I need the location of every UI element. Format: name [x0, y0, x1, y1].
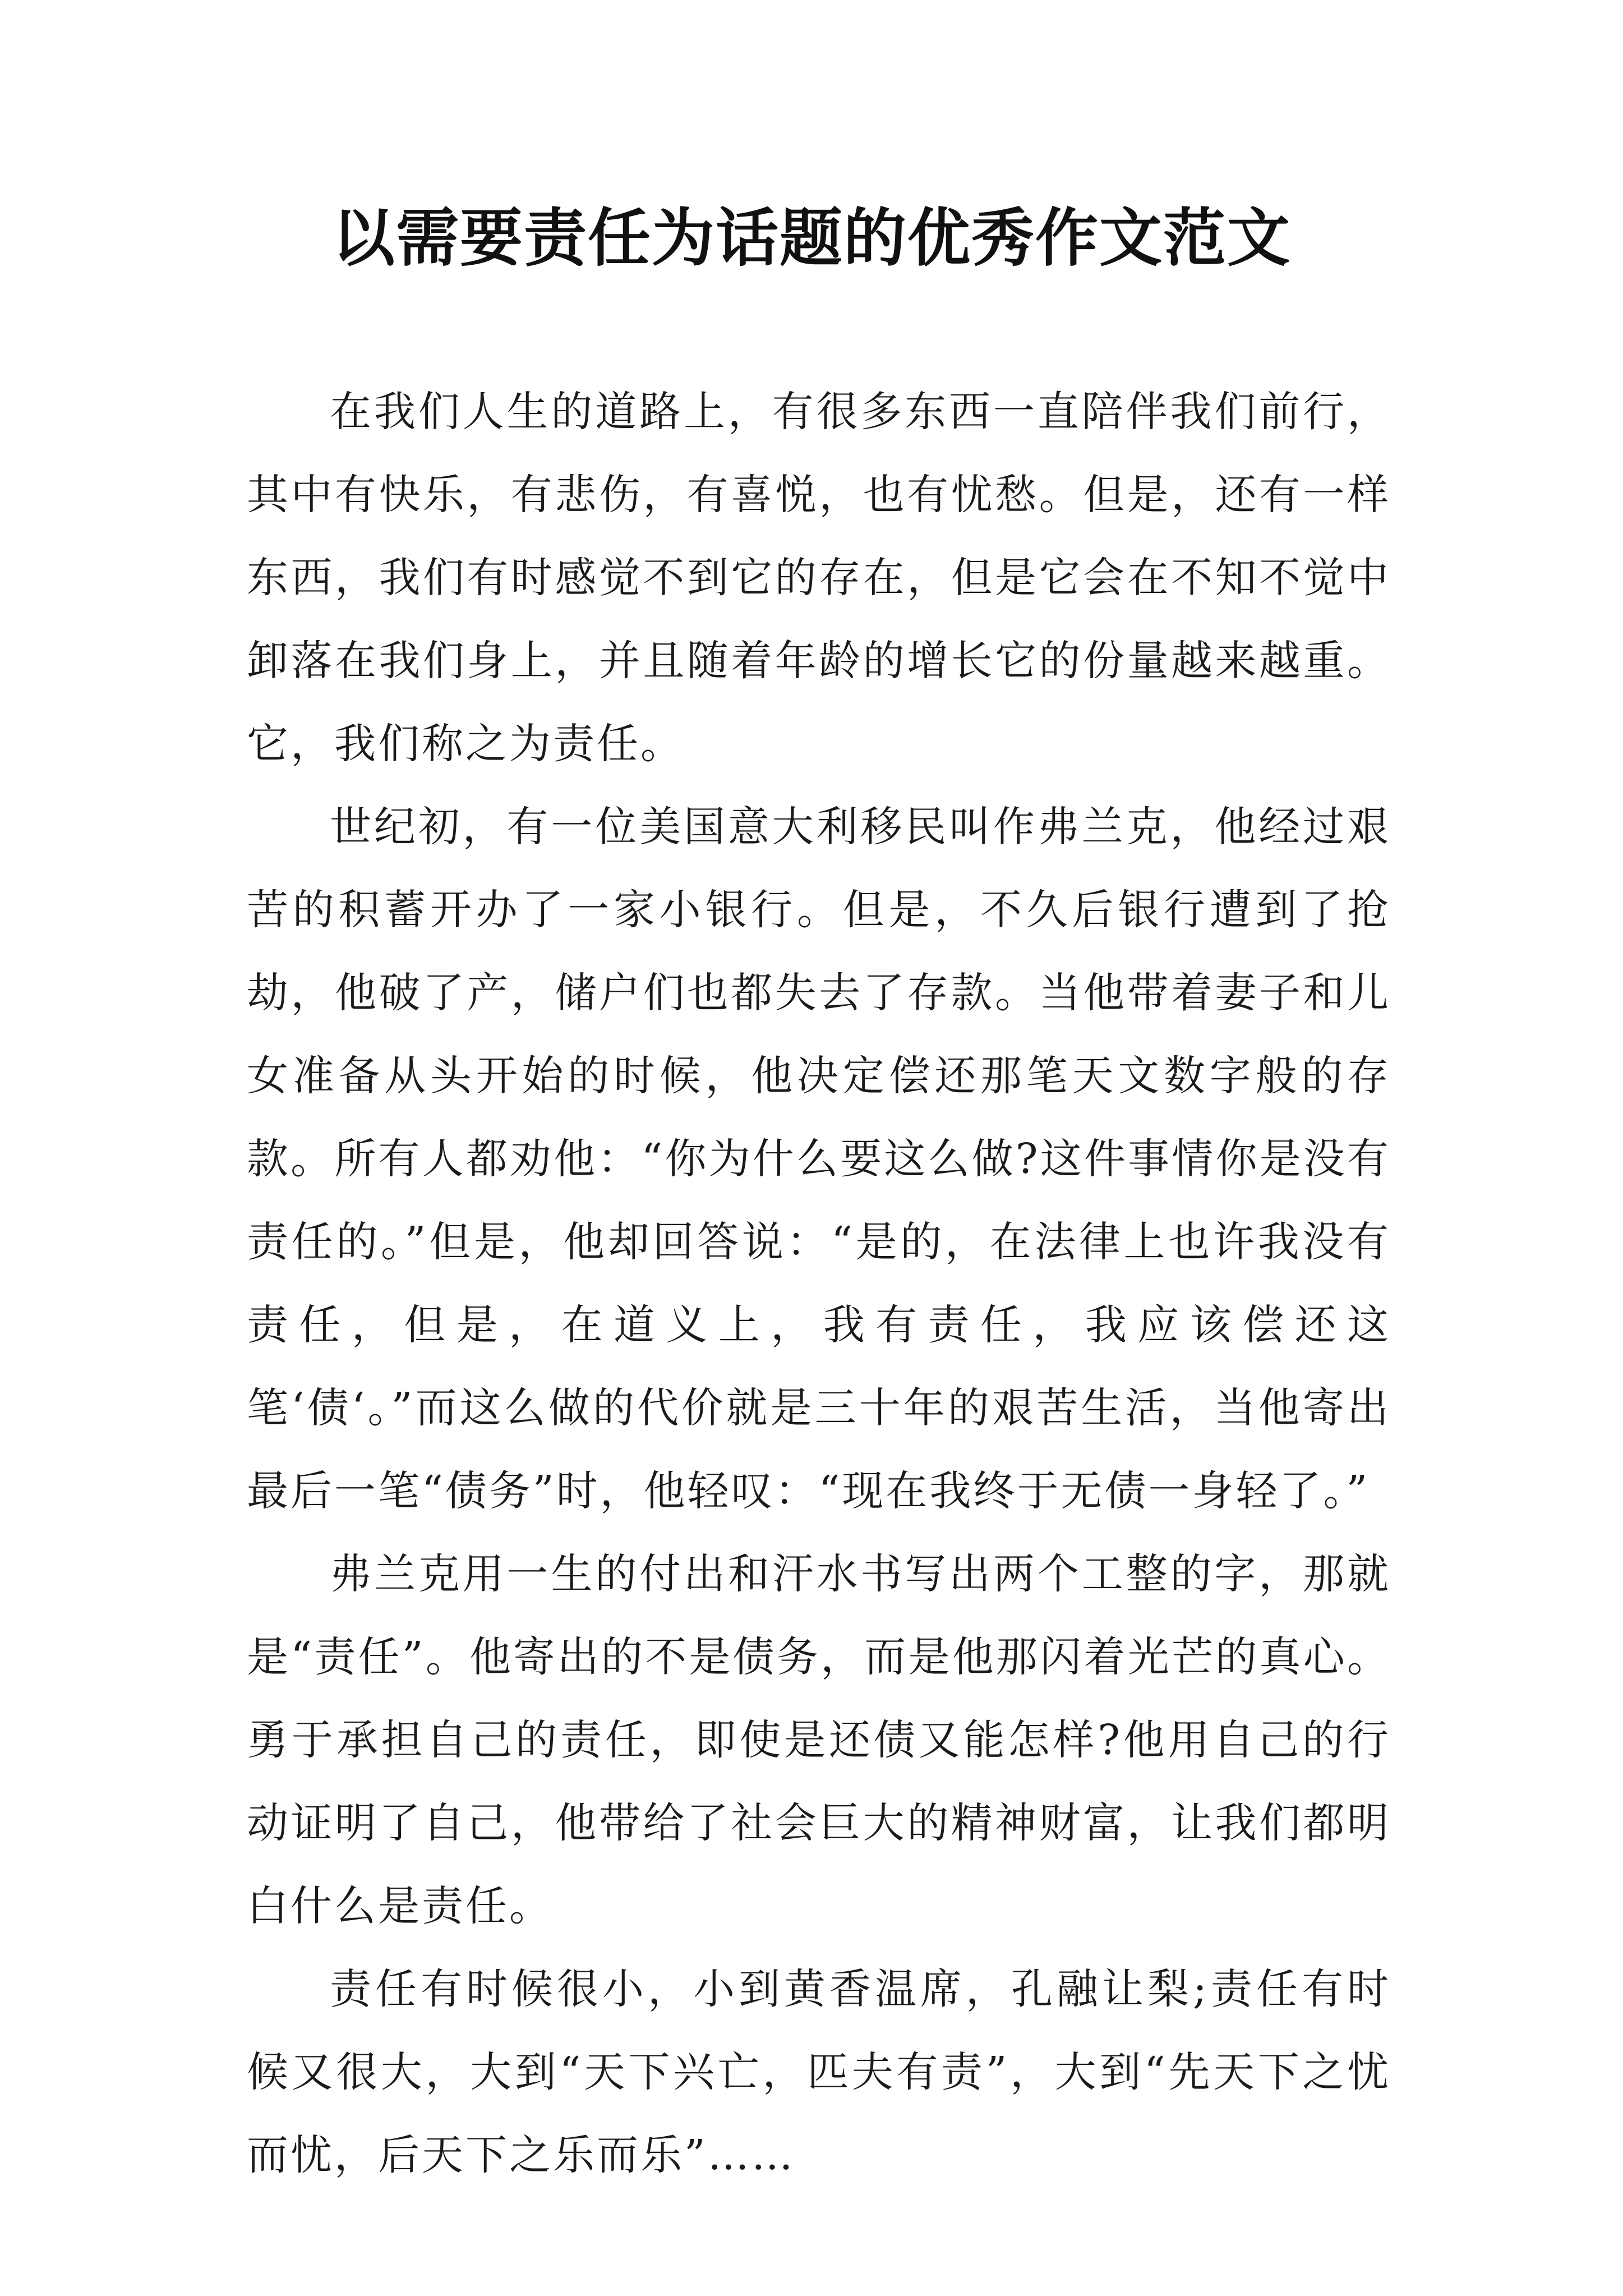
paragraph-2: 世纪初，有一位美国意大利移民叫作弗兰克，他经过艰苦的积蓄开办了一家小银行。但是，不久后银行遭到了抢劫，他破了产，储户们也都失去了存款。当他带着妻子和儿女准备从头开始的时候，他决定偿还那笔天文数字般的存款。所有人都劝他：“你为什么要这么做?这件事情你是没有责任的。”但是，他却回答说：“是的，在法律上也许我没有责任，但是，在道义上，我有责任，我应该偿还这笔‘债‘。”而这么做的代价就是三十年的艰苦生活，当他寄出最后一笔“债务”时，他轻叹：“现在我终于无债一身轻了。”	[247, 803, 1391, 1515]
paragraph-1: 在我们人生的道路上，有很多东西一直陪伴我们前行，其中有快乐，有悲伤，有喜悦，也有忧愁。但是，还有一样东西，我们有时感觉不到它的存在，但是它会在不知不觉中卸落在我们身上，并且随着年龄的增长它的份量越来越重。它，我们称之为责任。	[247, 388, 1391, 768]
paragraph-3: 弗兰克用一生的付出和汗水书写出两个工整的字，那就是“责任”。他寄出的不是债务，而是他那闪着光芒的真心。勇于承担自己的责任，即使是还债又能怎样?他用自己的行动证明了自己，他带给了社会巨大的精神财富，让我们都明白什么是责任。	[247, 1550, 1391, 1930]
paragraph-4: 责任有时候很小，小到黄香温席，孔融让梨;责任有时候又很大，大到“天下兴亡，匹夫有责”，大到“先天下之忧而忧，后天下之乐而乐”……	[247, 1965, 1391, 2179]
document-title: 以需要责任为话题的优秀作文范文	[332, 202, 1291, 275]
document-body	[247, 370, 1391, 2197]
